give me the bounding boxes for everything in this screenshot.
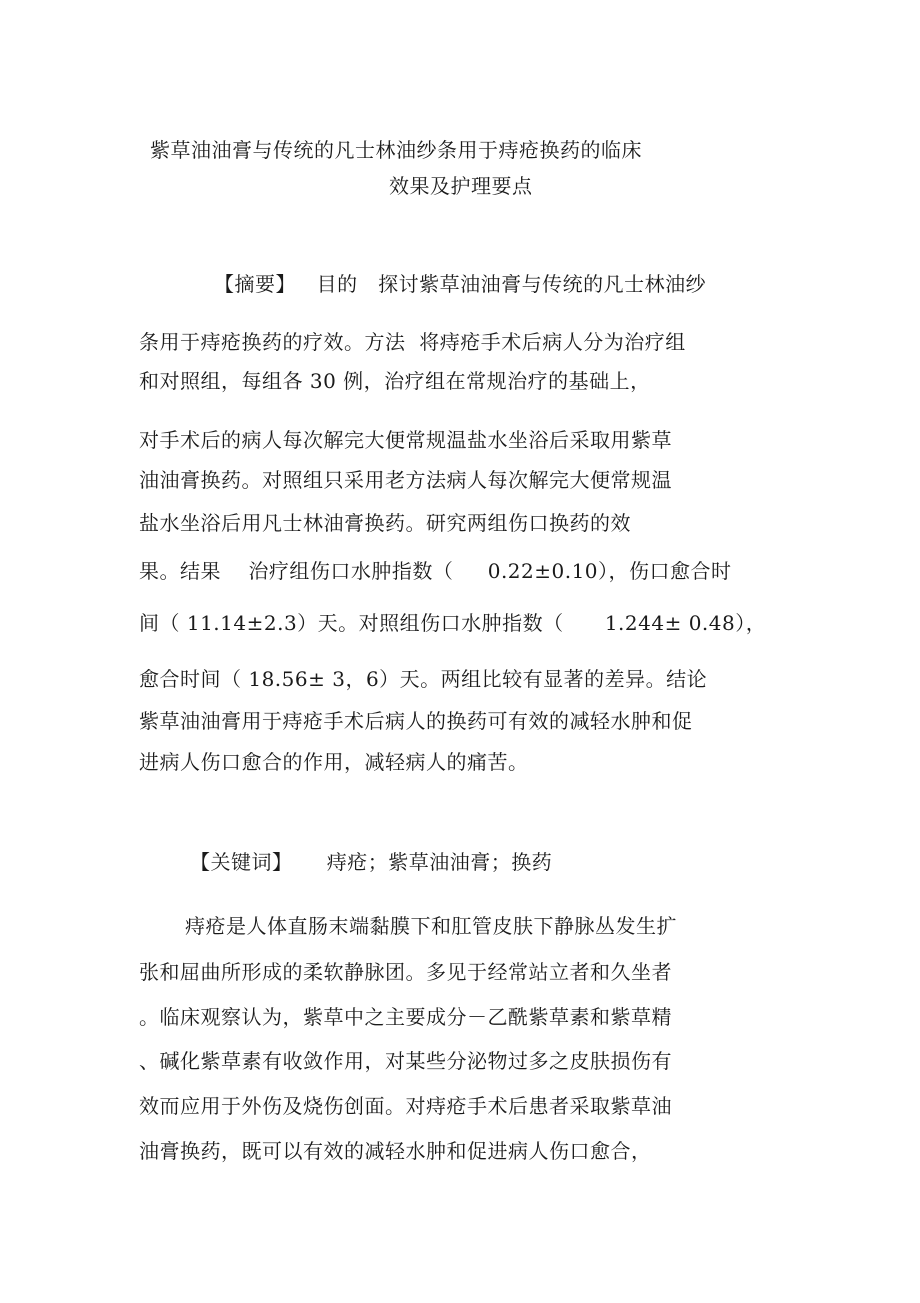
keywords-line: 【关键词】 痔疮；紫草油油膏；换药 bbox=[190, 850, 553, 874]
abstract-line: 盐水坐浴后用凡士林油膏换药。研究两组伤口换药的效 bbox=[139, 511, 631, 535]
body-paragraph-line: 效而应用于外伤及烧伤创面。对痔疮手术后患者采取紫草油 bbox=[139, 1094, 672, 1118]
abstract-line: 【摘要】 目的 探讨紫草油油膏与传统的凡士林油纱 bbox=[214, 272, 707, 296]
body-paragraph-line: 。临床观察认为，紫草中之主要成分－乙酰紫草素和紫草精 bbox=[139, 1005, 672, 1029]
abstract-line: 果。结果 治疗组伤口水肿指数（ 0.22±0.10），伤口愈合时 bbox=[139, 559, 732, 583]
abstract-line: 条用于痔疮换药的疗效。方法 将痔疮手术后病人分为治疗组 bbox=[139, 330, 686, 354]
abstract-line: 间（ 11.14±2.3）天。对照组伤口水肿指数（ 1.244± 0.48）， bbox=[139, 611, 767, 635]
title-line-2: 效果及护理要点 bbox=[389, 174, 533, 198]
abstract-line: 愈合时间（ 18.56± 3，6）天。两组比较有显著的差异。结论 bbox=[139, 667, 708, 691]
abstract-line: 油油膏换药。对照组只采用老方法病人每次解完大便常规温 bbox=[139, 468, 672, 492]
abstract-line: 紫草油油膏用于痔疮手术后病人的换药可有效的减轻水肿和促 bbox=[139, 709, 693, 733]
body-paragraph-line: 油膏换药，既可以有效的减轻水肿和促进病人伤口愈合， bbox=[139, 1139, 652, 1163]
abstract-line: 和对照组，每组各 30 例，治疗组在常规治疗的基础上， bbox=[139, 369, 651, 393]
abstract-line: 对手术后的病人每次解完大便常规温盐水坐浴后采取用紫草 bbox=[139, 428, 672, 452]
abstract-line: 进病人伤口愈合的作用，减轻病人的痛苦。 bbox=[139, 750, 529, 774]
title-line-1: 紫草油油膏与传统的凡士林油纱条用于痔疮换药的临床 bbox=[150, 138, 642, 162]
body-paragraph-line: 张和屈曲所形成的柔软静脉团。多见于经常站立者和久坐者 bbox=[139, 960, 672, 984]
body-paragraph-line: 痔疮是人体直肠末端黏膜下和肛管皮肤下静脉丛发生扩 bbox=[185, 914, 677, 938]
body-paragraph-line: 、碱化紫草素有收敛作用，对某些分泌物过多之皮肤损伤有 bbox=[139, 1049, 672, 1073]
